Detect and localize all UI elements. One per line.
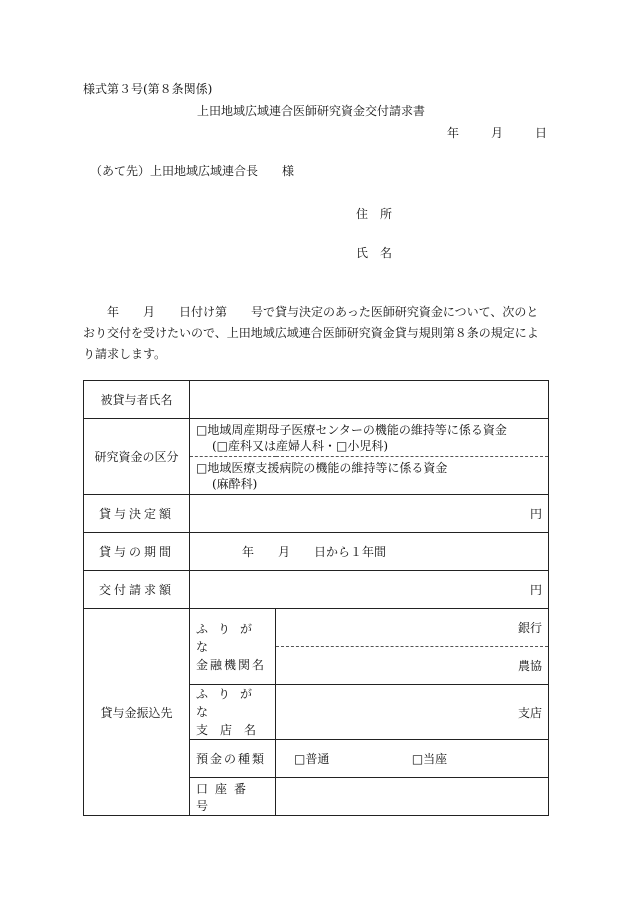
- category-option-1[interactable]: [190, 419, 549, 457]
- bank-suffix: 銀行: [517, 621, 542, 635]
- form-number: 様式第３号(第８条関係): [83, 82, 213, 96]
- period-label: 貸与の期間: [84, 533, 190, 571]
- deposit-current-checkbox[interactable]: □当座: [411, 752, 448, 766]
- category-opt1-text: □地域周産期母子医療センターの機能の維持等に係る資金: [196, 422, 507, 437]
- category-opt1-sub: (□産科又は産婦人科・□小児科): [212, 438, 389, 453]
- date-year: 年: [447, 126, 460, 140]
- account-number-field[interactable]: [276, 778, 549, 816]
- row-category: [84, 419, 549, 457]
- address-label: 住 所: [356, 207, 393, 221]
- row-request-amount: [84, 571, 549, 609]
- branch-name-field[interactable]: [276, 685, 549, 740]
- category-label: 研究資金の区分: [84, 419, 190, 495]
- bank-name-field[interactable]: [276, 609, 549, 647]
- deposit-type-field[interactable]: [276, 740, 549, 778]
- decision-yen: 円: [529, 507, 542, 521]
- decision-amount-label: 貸与決定額: [84, 495, 190, 533]
- category-opt2-sub: (麻酔科): [212, 476, 258, 491]
- deposit-type-label: 預金の種類: [190, 740, 276, 778]
- form-title: 上田地域広域連合医師研究資金交付請求書: [197, 104, 426, 118]
- branch-suffix: 支店: [517, 705, 542, 720]
- branch-name-label-text: 支 店 名: [196, 723, 257, 737]
- category-opt2-text: □地域医療支援病院の機能の維持等に係る資金: [196, 460, 448, 475]
- period-value: 年 月 日から１年間: [242, 545, 387, 559]
- coop-suffix: 農協: [517, 659, 542, 673]
- request-yen: 円: [529, 583, 542, 597]
- deposit-ordinary-checkbox[interactable]: □普通: [294, 752, 330, 766]
- row-borrower: [84, 381, 549, 419]
- coop-field[interactable]: [276, 647, 549, 685]
- decision-amount-field[interactable]: [190, 495, 549, 533]
- row-decision-amount: [84, 495, 549, 533]
- request-form-table: [83, 380, 549, 816]
- account-number-label: 口座番号: [190, 778, 276, 816]
- branch-name-label: [190, 685, 276, 740]
- transfer-label: 貸与金振込先: [84, 609, 190, 816]
- bank-name-label: [190, 609, 276, 685]
- bank-furigana-label: ふりがな: [196, 621, 263, 654]
- category-option-2[interactable]: [190, 457, 549, 495]
- request-amount-label: 交付請求額: [84, 571, 190, 609]
- borrower-field[interactable]: [190, 381, 549, 419]
- row-bank: [84, 609, 549, 647]
- request-amount-field[interactable]: [190, 571, 549, 609]
- row-period: [84, 533, 549, 571]
- branch-furigana-label: ふりがな: [196, 687, 263, 719]
- date-month: 月: [491, 126, 504, 140]
- period-field[interactable]: [190, 533, 549, 571]
- bank-name-label-text: 金融機関名: [196, 657, 267, 672]
- name-label: 氏 名: [356, 246, 393, 260]
- date-day: 日: [535, 126, 548, 140]
- addressee: （あて先）上田地域広域連合長 様: [90, 164, 295, 178]
- body-text: 年 月 日付け第 号で貸与決定のあった医師研究資金について、次のとおり交付を受けたいので、上田地域広域連合医師研究資金貸与規則第８条の規定により請求します。: [83, 305, 539, 361]
- borrower-label: 被貸与者氏名: [84, 381, 190, 419]
